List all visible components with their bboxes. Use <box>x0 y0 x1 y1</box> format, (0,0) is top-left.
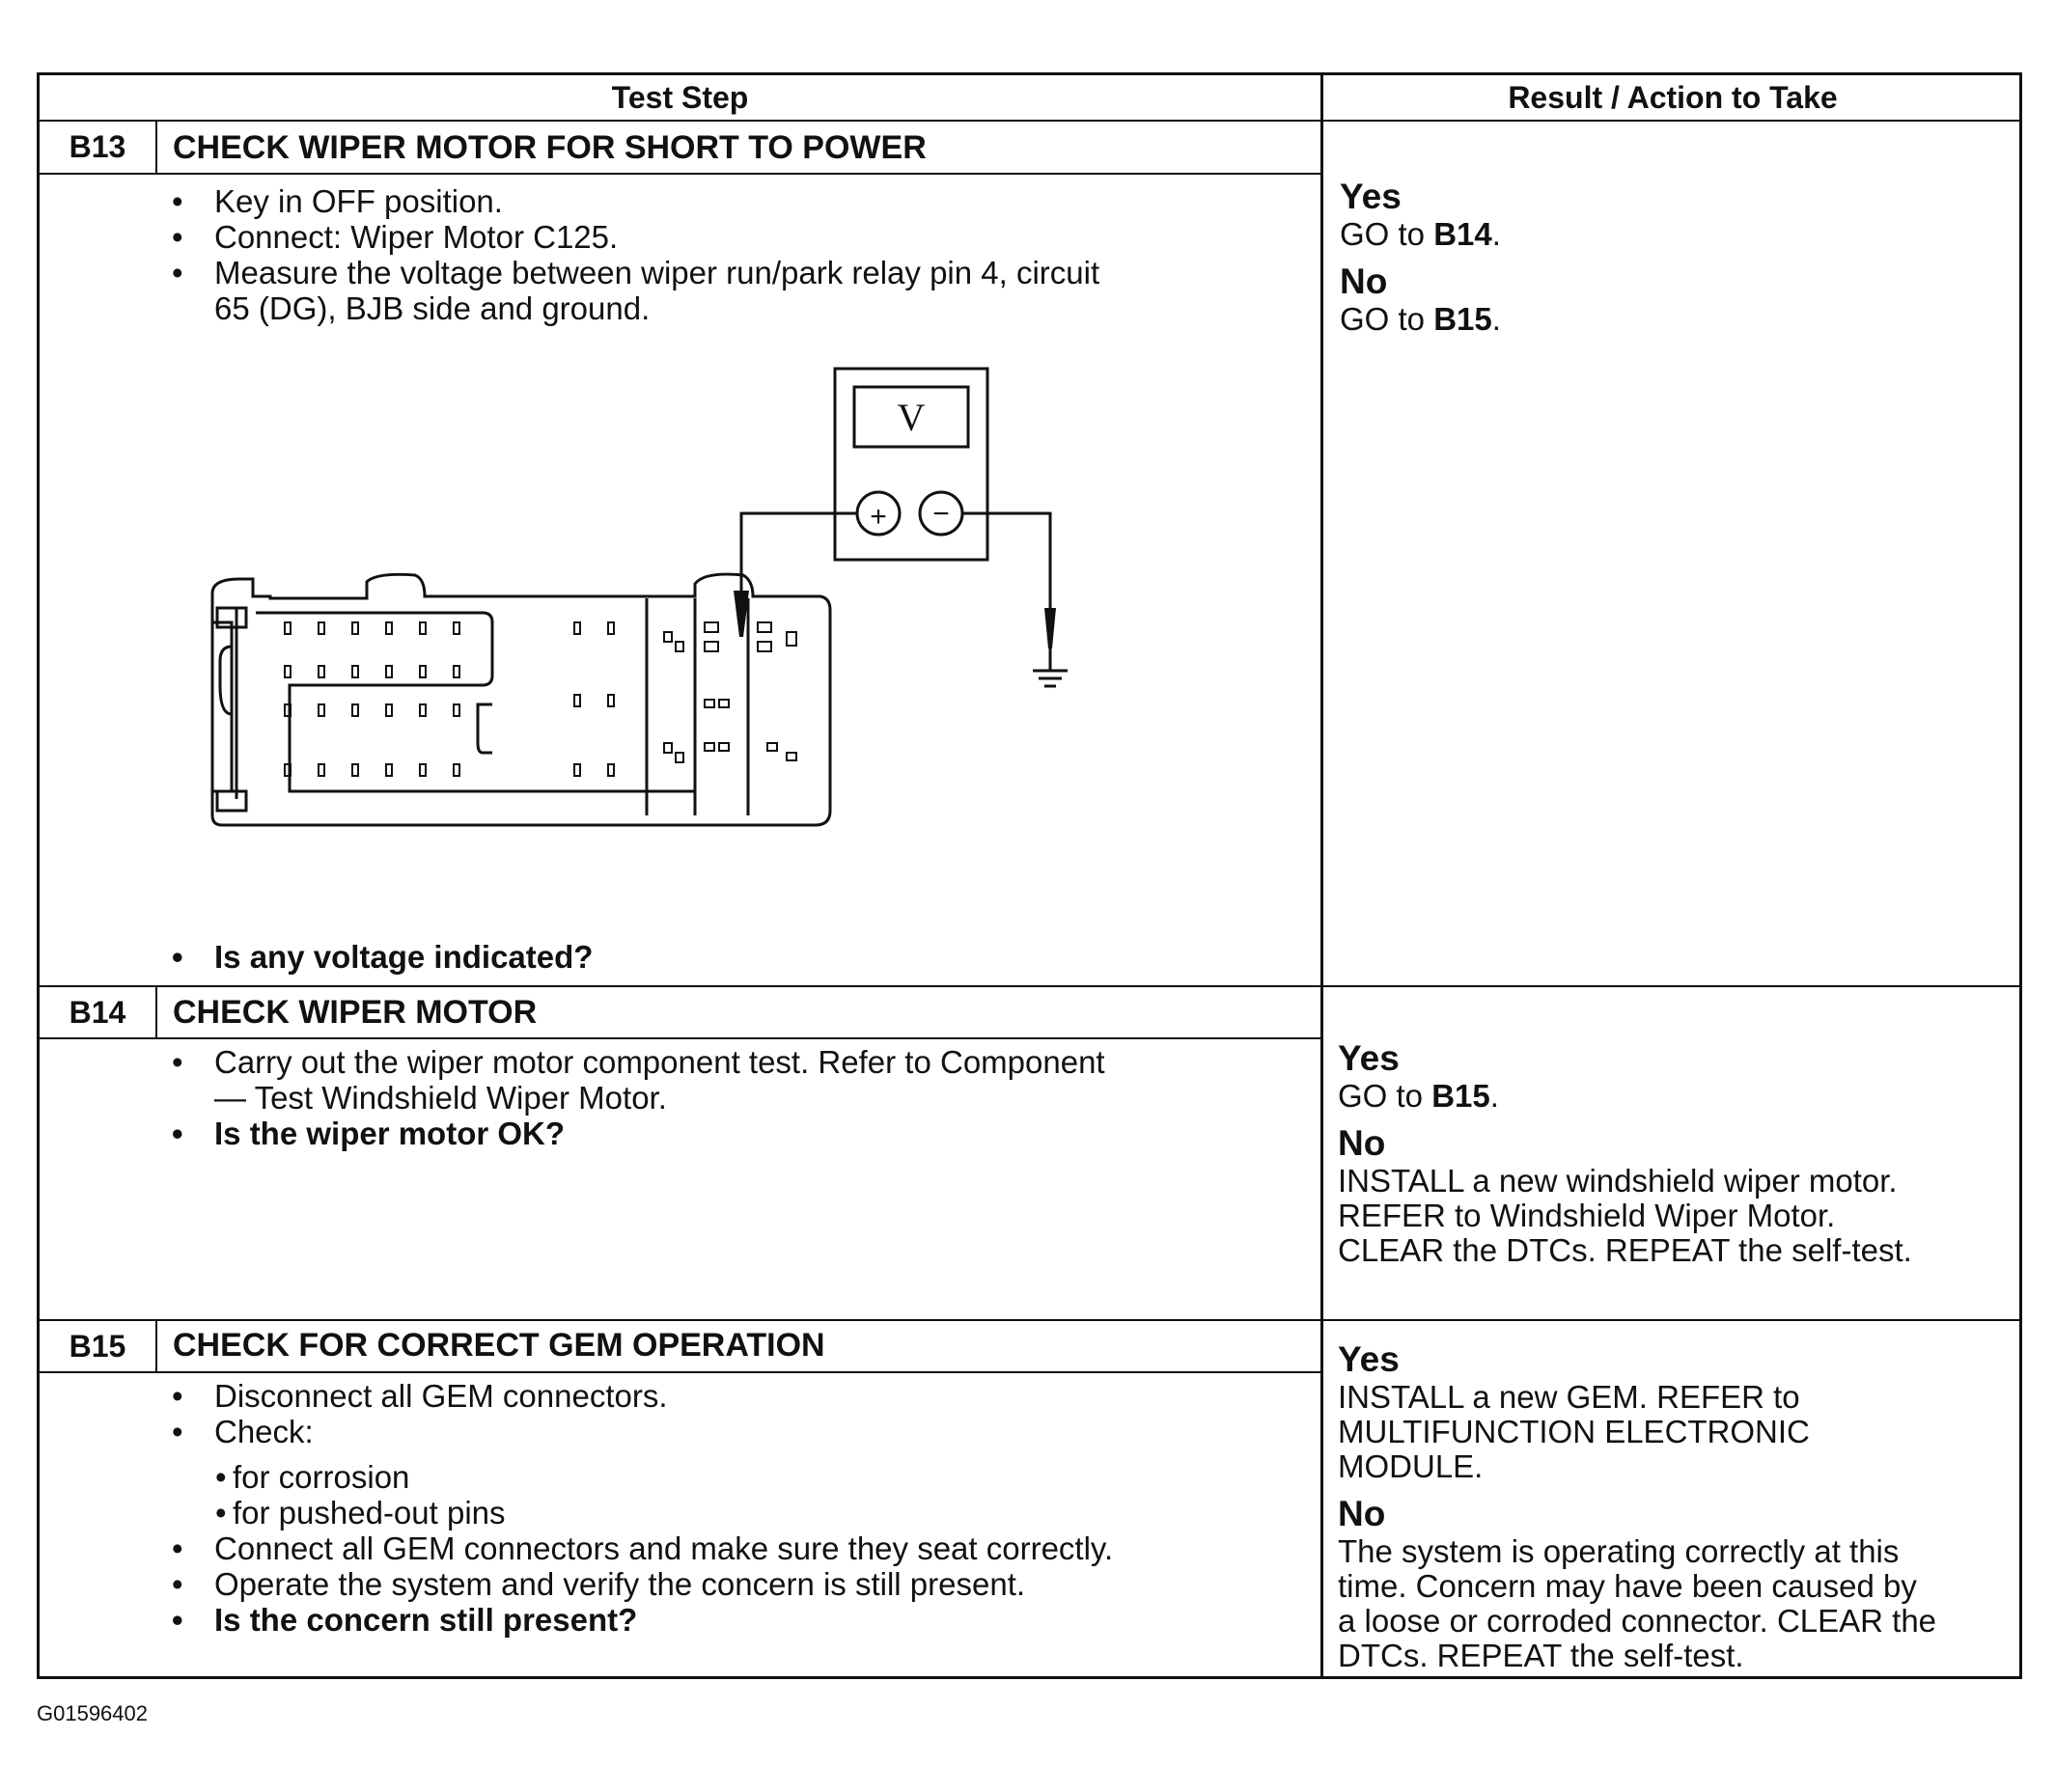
figure-id: G01596402 <box>37 1701 148 1725</box>
no-label: No <box>1340 262 1388 301</box>
no-line: INSTALL a new windshield wiper motor. <box>1338 1163 1898 1199</box>
no-line: a loose or corroded connector. CLEAR the <box>1338 1603 1937 1639</box>
bullet-continuation: — Test Windshield Wiper Motor. <box>214 1080 667 1116</box>
sub-bullet: • for pushed-out pins <box>204 1495 506 1530</box>
sub-bullet: • for corrosion <box>204 1459 506 1495</box>
no-line: The system is operating correctly at this <box>1338 1533 1900 1569</box>
id-divider <box>155 120 157 173</box>
id-divider <box>155 1319 157 1372</box>
step-bullets-b15 <box>160 1378 668 1449</box>
negative-probe-icon <box>1044 608 1056 648</box>
step-id-b15: B15 <box>69 1329 126 1364</box>
minus-sign: − <box>932 498 950 530</box>
no-target: B15 <box>1433 301 1492 337</box>
yes-line: INSTALL a new GEM. REFER to <box>1338 1379 1800 1415</box>
no-label: No <box>1338 1123 1386 1163</box>
yes-label: Yes <box>1338 1038 1400 1078</box>
title-divider <box>40 173 1320 175</box>
result-b14: Yes GO to B15. No INSTALL a new windshield wiper motor. REFER to Windshield Wiper Motor. CLEAR the DTCs. REPEAT the self-test. <box>1338 1038 1912 1268</box>
column-divider <box>1320 75 1323 1676</box>
ground-icon <box>1033 648 1068 686</box>
step-title-b14: CHECK WIPER MOTOR <box>173 994 538 1031</box>
yes-target: B15 <box>1431 1078 1490 1114</box>
no-line: time. Concern may have been caused by <box>1338 1568 1917 1604</box>
bullet-continuation: 65 (DG), BJB side and ground. <box>214 290 651 326</box>
bullet: • Measure the voltage between wiper run/park relay pin 4, circuit <box>160 255 1099 290</box>
step-id-b13: B13 <box>69 129 126 164</box>
step-bullets-b14 <box>160 1044 1105 1151</box>
result-b13: Yes GO to B14. No GO to B15. <box>1340 177 1501 337</box>
yes-text: GO to <box>1338 1078 1432 1114</box>
header-test-step: Test Step <box>611 80 749 115</box>
question: • Is any voltage indicated? <box>160 939 593 975</box>
connector-pins <box>285 622 796 776</box>
yes-label: Yes <box>1338 1339 1400 1379</box>
step-title-b13: CHECK WIPER MOTOR FOR SHORT TO POWER <box>173 129 927 166</box>
positive-lead <box>741 513 857 591</box>
question-b13 <box>160 939 593 975</box>
header-result: Result / Action to Take <box>1508 80 1838 115</box>
bullet: • Key in OFF position. <box>160 183 1099 219</box>
step-id-b14: B14 <box>69 995 126 1030</box>
header-divider <box>40 120 2022 122</box>
voltmeter-diagram <box>193 289 1081 888</box>
yes-label: Yes <box>1340 177 1402 216</box>
id-divider <box>155 985 157 1038</box>
bullet: • Disconnect all GEM connectors. <box>160 1378 668 1414</box>
no-line: CLEAR the DTCs. REPEAT the self-test. <box>1338 1232 1912 1268</box>
question: • Is the concern still present? <box>160 1602 1113 1638</box>
bullet: • Connect all GEM connectors and make sure they seat correctly. <box>160 1530 1113 1566</box>
bullet: • Operate the system and verify the concern is still present. <box>160 1566 1113 1602</box>
title-divider <box>40 1371 1320 1373</box>
bullet: • Check: <box>160 1414 668 1449</box>
yes-target: B14 <box>1433 216 1492 252</box>
title-divider <box>40 1037 1320 1039</box>
no-text: GO to <box>1340 301 1434 337</box>
result-b15 <box>1338 1339 1936 1673</box>
row-divider <box>40 985 2022 987</box>
step-bullets-b15-after <box>160 1530 1113 1638</box>
row-divider <box>40 1319 2022 1321</box>
plus-sign: + <box>870 501 887 533</box>
bullet: • Carry out the wiper motor component test. Refer to Component <box>160 1044 1105 1080</box>
yes-line: MULTIFUNCTION ELECTRONIC <box>1338 1414 1810 1449</box>
bullet: • Connect: Wiper Motor C125. <box>160 219 1099 255</box>
sub-bullets-b15 <box>204 1459 506 1530</box>
step-title-b15: CHECK FOR CORRECT GEM OPERATION <box>173 1327 825 1364</box>
voltmeter-symbol: V <box>897 396 926 439</box>
no-line: REFER to Windshield Wiper Motor. <box>1338 1198 1836 1233</box>
no-line: DTCs. REPEAT the self-test. <box>1338 1638 1744 1673</box>
yes-line: MODULE. <box>1338 1448 1484 1484</box>
yes-text: GO to <box>1340 216 1434 252</box>
no-label: No <box>1338 1494 1386 1533</box>
question: • Is the wiper motor OK? <box>160 1116 1105 1151</box>
